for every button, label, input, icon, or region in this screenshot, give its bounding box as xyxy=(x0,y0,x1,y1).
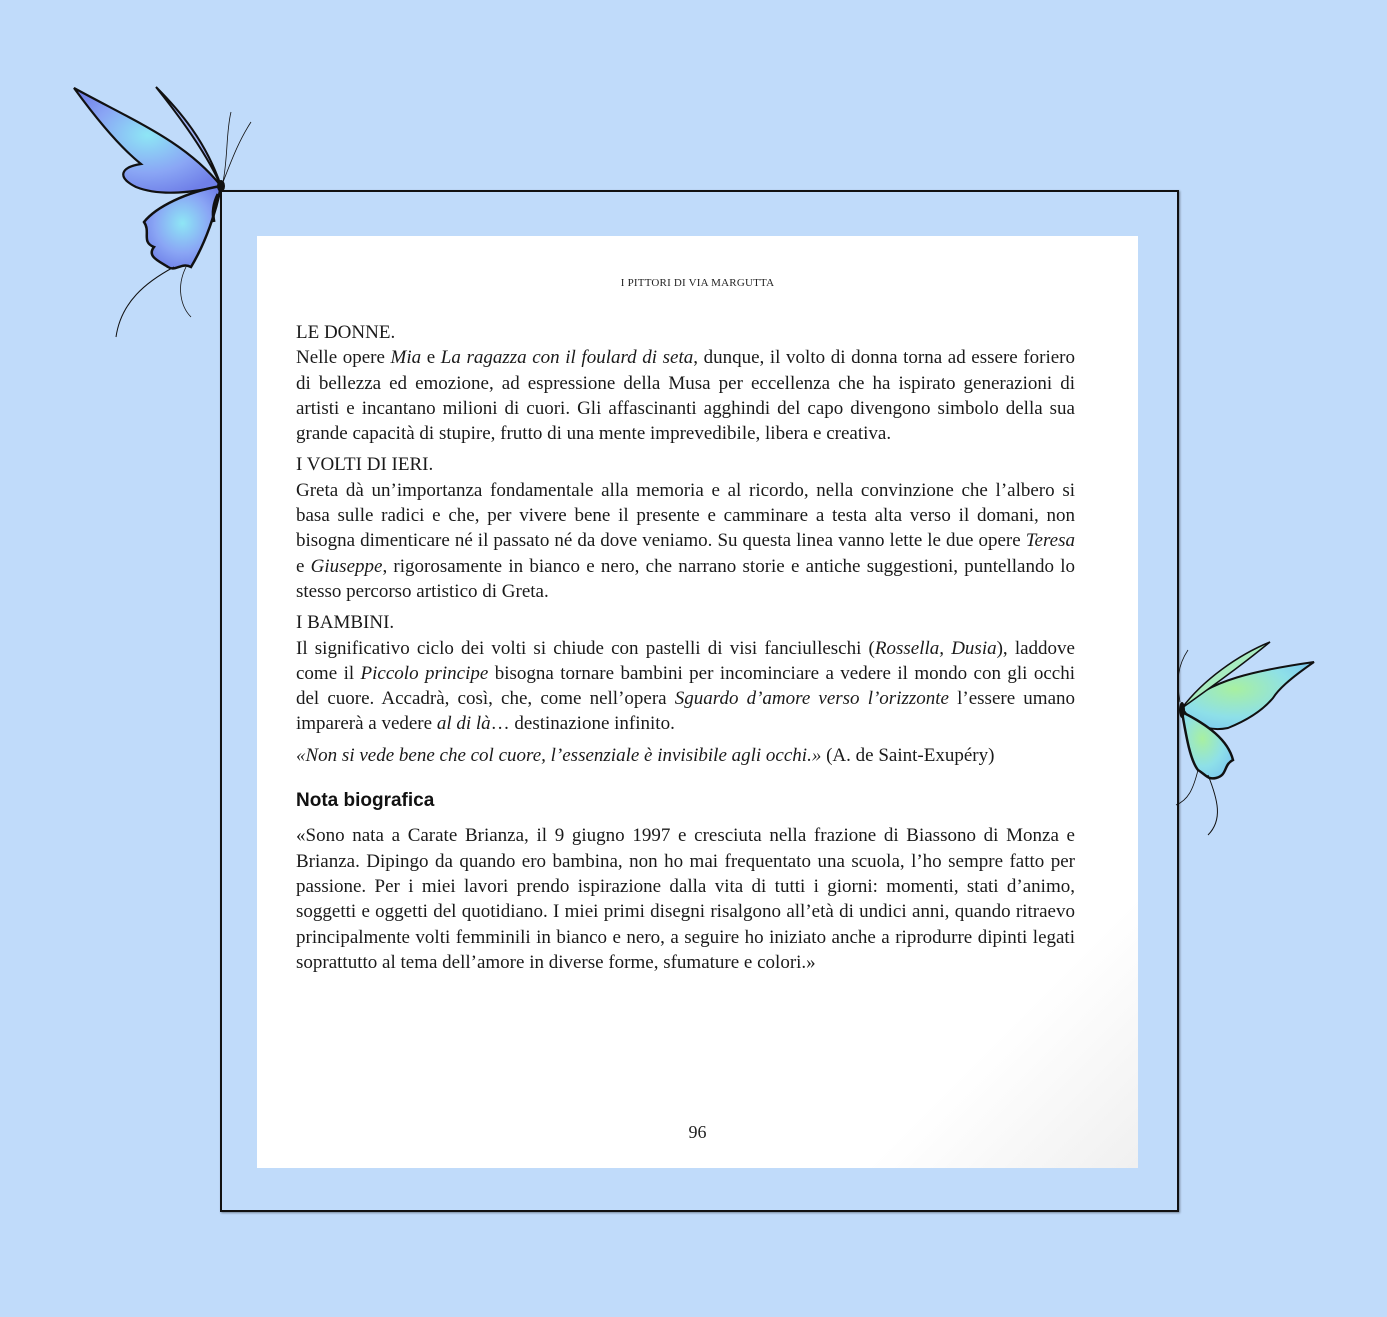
text-run: Greta dà un’importanza fondamentale alla memoria e al ricordo, nella convinzione che l’albero si basa sulle radici e che, per vivere bene il presente e camminare a testa alta verso il domani, non bisogna dimenticare né il passato né da dove veniamo. Su questa linea vanno lette le due opere xyxy=(296,479,1075,552)
section-i-bambini xyxy=(296,610,1075,736)
text-run: e xyxy=(296,555,311,577)
section-paragraph xyxy=(296,345,1075,446)
text-run: (A. de Saint-Exupéry) xyxy=(821,744,995,766)
page-number: 96 xyxy=(688,1122,707,1142)
text-run: l’essere umano imparerà a vedere xyxy=(296,688,1075,735)
saint-exupery-quote xyxy=(296,743,1075,768)
italic-title: Mia xyxy=(390,347,422,369)
italic-title: «Non si vede bene che col cuore, l’essenziale è invisibile agli occhi.» xyxy=(296,744,822,766)
italic-title: al di là xyxy=(436,713,491,735)
italic-title: La ragazza con il foulard di seta xyxy=(440,347,694,369)
text-run: bisogna tornare bambini per incominciare a vedere il mondo con gli occhi del cuore. Accadrà, così, che, come nell’opera xyxy=(296,662,1075,710)
italic-title: Rossella, Dusia xyxy=(874,637,997,659)
bio-title: Nota biografica xyxy=(296,790,435,812)
text-run: e xyxy=(421,347,441,369)
text-run: … destinazione infinito. xyxy=(490,713,675,735)
section-title: I VOLTI DI IERI. xyxy=(296,454,434,476)
bio-text: «Sono nata a Carate Brianza, il 9 giugno 1997 e cresciuta nella frazione di Biassono di Monza e Brianza. Dipingo da quando ero bambina, non ho mai frequentato una scuola, l’ho sempre fatto per passione. Per i miei lavori prendo ispirazione dalla vita di tutti i giorni: momenti, stati d’animo, soggetti e oggetti del quotidiano. I miei primi disegni risalgono all’età di undici anni, quando ritraevo principalmente volti femminili in bianco e nero, a seguire ho iniziato anche a riprodurre dipinti legati soprattutto al tema dell’amore in diverse forme, sfumature e colori.» xyxy=(296,825,1075,973)
section-paragraph xyxy=(296,636,1075,737)
section-i-volti-di-ieri xyxy=(296,452,1075,604)
text-run: , dunque, il volto di donna torna ad essere foriero di bellezza ed emozione, ad espressione della Musa per eccellenza che ha ispirato generazioni di artisti e incantano milioni di cuori. Gli affascinanti agghindi del capo divengono simbolo della sua grande capacità di stupire, frutto di una mente imprevedibile, libera e creativa. xyxy=(296,347,1076,445)
page-body xyxy=(296,320,1075,981)
italic-title: Sguardo d’amore verso l’orizzonte xyxy=(674,688,949,710)
green-butterfly-icon xyxy=(1168,640,1323,840)
blue-butterfly-icon xyxy=(66,82,266,342)
text-run: Nelle opere xyxy=(296,347,391,369)
section-title: LE DONNE. xyxy=(296,322,396,343)
text-run: , rigorosamente in bianco e nero, che narrano storie e antiche suggestioni, puntellando lo stesso percorso artistico di Greta. xyxy=(296,555,1075,602)
section-paragraph xyxy=(296,478,1075,604)
text-run: Il significativo ciclo dei volti si chiude con pastelli di visi fanciulleschi ( xyxy=(296,637,875,659)
running-head: I PITTORI DI VIA MARGUTTA xyxy=(620,277,775,289)
book-page xyxy=(257,236,1138,1168)
section-title: I BAMBINI. xyxy=(296,612,395,634)
italic-title: Piccolo principe xyxy=(360,662,489,684)
text-run: ), laddove come il xyxy=(296,637,1075,684)
italic-title: Teresa xyxy=(1025,530,1075,552)
section-le-donne xyxy=(296,320,1075,446)
italic-title: Giuseppe xyxy=(310,555,383,577)
